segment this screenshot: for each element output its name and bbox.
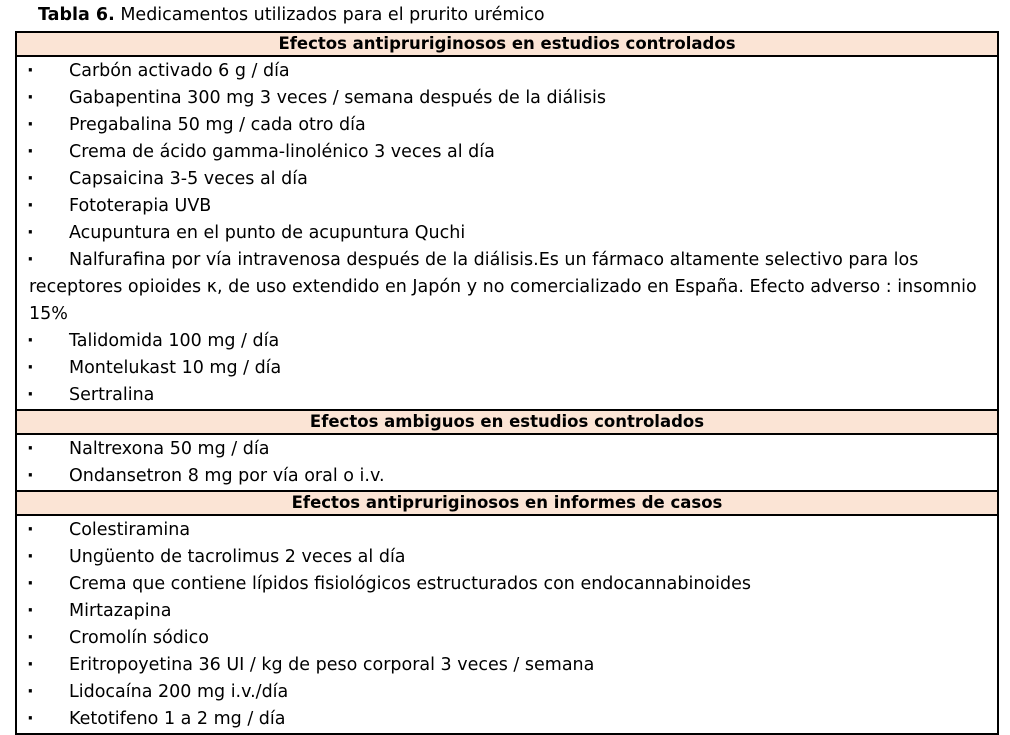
- list-item: [17, 706, 997, 733]
- list-item: [17, 382, 997, 409]
- list-item: [17, 220, 997, 247]
- bullet-icon: ·: [27, 88, 34, 108]
- list-item-text: Mirtazapina: [69, 601, 172, 621]
- section-header-case-reports: Efectos antipruriginosos en informes de casos: [17, 490, 997, 516]
- list-item-text: Crema de ácido gamma-linolénico 3 veces al día: [69, 142, 495, 162]
- caption-title: Medicamentos utilizados para el prurito urémico: [120, 5, 545, 25]
- bullet-icon: ·: [27, 223, 34, 243]
- list-item-text: Sertralina: [69, 385, 155, 405]
- list-item: [17, 463, 997, 490]
- list-item-text: Ondansetron 8 mg por vía oral o i.v.: [69, 466, 385, 486]
- list-item-text: Colestiramina: [69, 520, 191, 540]
- bullet-icon: ·: [27, 709, 34, 729]
- section-header-ambiguous-effects: Efectos ambiguos en estudios controlados: [17, 409, 997, 435]
- list-item: [17, 571, 997, 598]
- list-item-text: Lidocaína 200 mg i.v./día: [69, 682, 289, 702]
- bullet-icon: ·: [27, 628, 34, 648]
- medication-table: [15, 31, 999, 735]
- bullet-icon: ·: [27, 520, 34, 540]
- bullet-icon: ·: [27, 250, 34, 270]
- table-caption: [38, 3, 545, 27]
- list-item: [17, 355, 997, 382]
- list-item-text: Crema que contiene lípidos fisiológicos estructurados con endocannabinoides: [69, 574, 751, 594]
- bullet-icon: ·: [27, 574, 34, 594]
- bullet-icon: ·: [27, 115, 34, 135]
- list-item: [17, 517, 997, 544]
- bullet-icon: ·: [27, 385, 34, 405]
- list-item-text: Ketotifeno 1 a 2 mg / día: [69, 709, 286, 729]
- section-body-ambiguous-effects: [17, 435, 997, 490]
- list-item-text: Acupuntura en el punto de acupuntura Quchi: [69, 223, 466, 243]
- list-item-text: Nalfurafina por vía intravenosa después de la diálisis.Es un fármaco altamente selectivo para los receptores opioides κ, de uso extendido en Japón y no comercializado en España. Efecto adverso : insomnio 15%: [29, 250, 977, 324]
- list-item-text: Eritropoyetina 36 UI / kg de peso corporal 3 veces / semana: [69, 655, 595, 675]
- list-item: [17, 139, 997, 166]
- bullet-icon: ·: [27, 169, 34, 189]
- list-item: [17, 625, 997, 652]
- bullet-icon: ·: [27, 466, 34, 486]
- list-item: [17, 598, 997, 625]
- list-item-text: Gabapentina 300 mg 3 veces / semana después de la diálisis: [69, 88, 606, 108]
- list-item: [17, 247, 997, 328]
- section-body-controlled-effects: [17, 57, 997, 409]
- bullet-icon: ·: [27, 331, 34, 351]
- list-item: [17, 112, 997, 139]
- list-item: [17, 58, 997, 85]
- bullet-icon: ·: [27, 142, 34, 162]
- bullet-icon: ·: [27, 655, 34, 675]
- list-item-text: Carbón activado 6 g / día: [69, 61, 290, 81]
- bullet-icon: ·: [27, 358, 34, 378]
- list-item: [17, 544, 997, 571]
- list-item: [17, 652, 997, 679]
- bullet-icon: ·: [27, 196, 34, 216]
- caption-label: Tabla 6.: [38, 5, 115, 25]
- list-item: [17, 85, 997, 112]
- list-item-text: Cromolín sódico: [69, 628, 209, 648]
- list-item-text: Fototerapia UVB: [69, 196, 212, 216]
- list-item-text: Capsaicina 3-5 veces al día: [69, 169, 308, 189]
- list-item: [17, 679, 997, 706]
- section-body-case-reports: [17, 516, 997, 733]
- list-item: [17, 328, 997, 355]
- list-item-text: Pregabalina 50 mg / cada otro día: [69, 115, 366, 135]
- list-item-text: Naltrexona 50 mg / día: [69, 439, 270, 459]
- bullet-icon: ·: [27, 547, 34, 567]
- bullet-icon: ·: [27, 61, 34, 81]
- section-header-controlled-effects: Efectos antipruriginosos en estudios controlados: [17, 31, 997, 57]
- list-item-text: Talidomida 100 mg / día: [69, 331, 280, 351]
- bullet-icon: ·: [27, 439, 34, 459]
- list-item: [17, 193, 997, 220]
- list-item-text: Montelukast 10 mg / día: [69, 358, 282, 378]
- list-item: [17, 166, 997, 193]
- list-item-text: Ungüento de tacrolimus 2 veces al día: [69, 547, 406, 567]
- list-item: [17, 436, 997, 463]
- bullet-icon: ·: [27, 601, 34, 621]
- bullet-icon: ·: [27, 682, 34, 702]
